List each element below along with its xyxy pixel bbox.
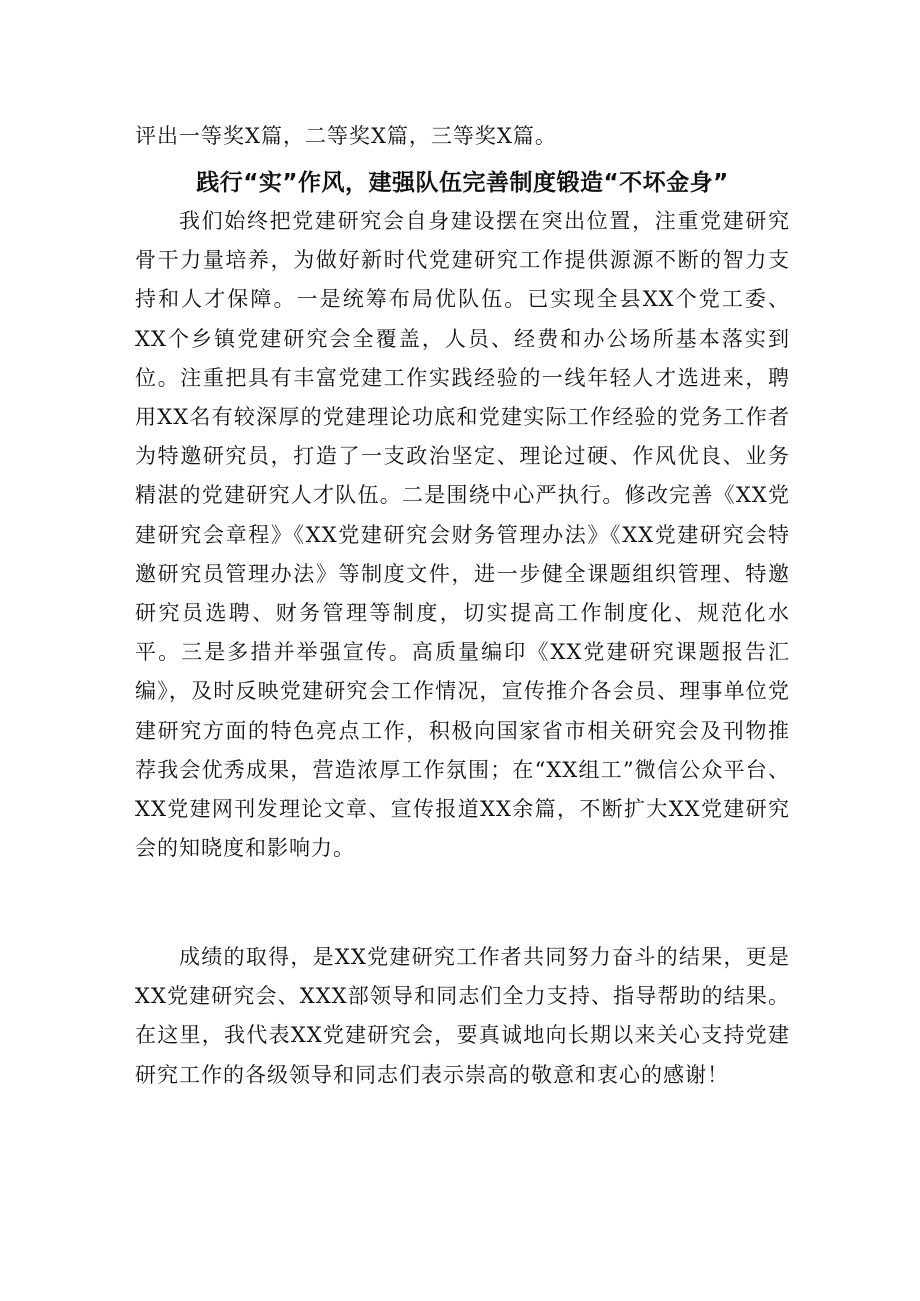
- section-heading: 践行“实”作风，建强队伍完善制度锻造“不坏金身”: [196, 170, 729, 196]
- paragraph-team-building: 我们始终把党建研究会自身建设摆在突出位置，注重党建研究骨干力量培养，为做好新时代党建研究工作提供源源不断的智力支持和人才保障。一是统筹布局优队伍。已实现全县XX个党工委、XX个乡镇党建研究会全覆盖，人员、经费和办公场所基本落实到位。注重把具有丰富党建工作实践经验的一线年轻人才选进来，聘用XX名有较深厚的党建理论功底和党建实际工作经验的党务工作者为特邀研究员，打造了一支政治坚定、理论过硬、作风优良、业务精湛的党建研究人才队伍。二是围绕中心严执行。修改完善《XX党建研究会章程》《XX党建研究会财务管理办法》《XX党建研究会特邀研究员管理办法》等制度文件，进一步健全课题组织管理、特邀研究员选聘、财务管理等制度，切实提高工作制度化、规范化水平。三是多措并举强宣传。高质量编印《XX党建研究课题报告汇编》，及时反映党建研究会工作情况，宣传推介各会员、理事单位党建研究方面的特色亮点工作，积极向国家省市相关研究会及刊物推荐我会优秀成果，营造浓厚工作氛围；在“XX组工”微信公众平台、XX党建网刊发理论文章、宣传报道XX余篇，不断扩大XX党建研究会的知晓度和影响力。: [135, 209, 790, 861]
- intro-line: 评出一等奖X篇，二等奖X篇，三等奖X篇。: [135, 124, 557, 148]
- paragraph-acknowledgement: 成绩的取得，是XX党建研究工作者共同努力奋斗的结果，更是XX党建研究会、XXX部领导和同志们全力支持、指导帮助的结果。在这里，我代表XX党建研究会，要真诚地向长期以来关心支持党建研究工作的各级领导和同志们表示崇高的敬意和衷心的感谢！: [135, 945, 790, 1087]
